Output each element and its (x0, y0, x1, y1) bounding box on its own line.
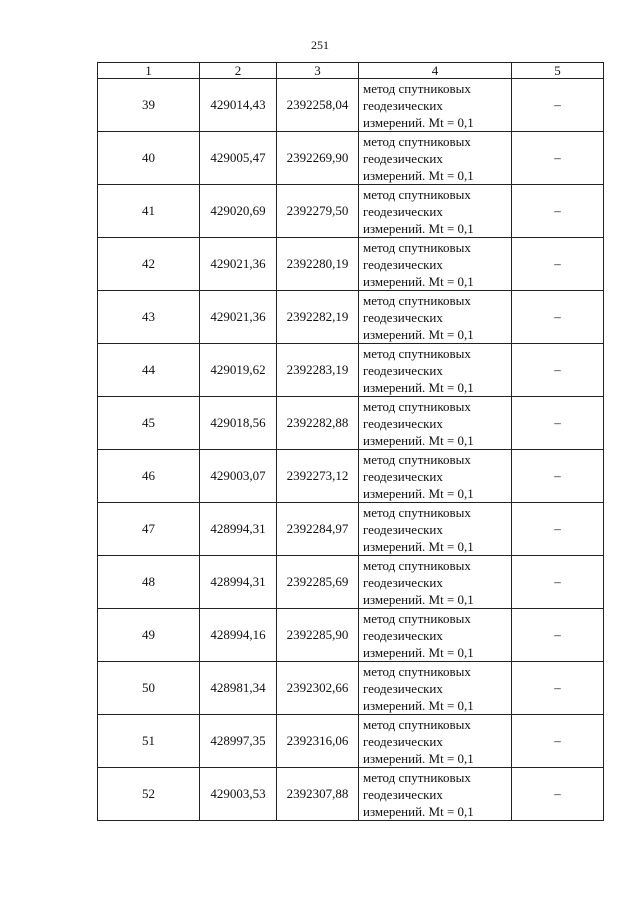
y-coordinate-cell: 2392258,04 (277, 79, 359, 132)
x-coordinate-cell: 428997,35 (200, 715, 277, 768)
x-coordinate-cell: 429020,69 (200, 185, 277, 238)
point-number-cell: 51 (98, 715, 200, 768)
point-number-cell: 47 (98, 503, 200, 556)
method-line: геодезических (363, 150, 443, 166)
method-line: метод спутниковых (363, 133, 471, 149)
x-coordinate-cell: 429019,62 (200, 344, 277, 397)
y-coordinate-cell: 2392285,69 (277, 556, 359, 609)
method-line: измерений. Mt = 0,1 (363, 167, 474, 183)
table-row (98, 238, 604, 291)
method-line: геодезических (363, 627, 443, 643)
table-row (98, 503, 604, 556)
table-row (98, 185, 604, 238)
method-cell (359, 238, 512, 291)
note-cell: – (512, 185, 604, 238)
method-cell (359, 503, 512, 556)
table-row (98, 609, 604, 662)
method-cell (359, 344, 512, 397)
method-line: измерений. Mt = 0,1 (363, 273, 474, 289)
method-line: геодезических (363, 733, 443, 749)
note-cell: – (512, 79, 604, 132)
header-row (98, 63, 604, 79)
point-number-cell: 43 (98, 291, 200, 344)
point-number-cell: 50 (98, 662, 200, 715)
point-number-cell: 41 (98, 185, 200, 238)
method-cell (359, 556, 512, 609)
method-line: измерений. Mt = 0,1 (363, 114, 474, 130)
method-cell (359, 768, 512, 821)
method-line: геодезических (363, 521, 443, 537)
method-line: геодезических (363, 680, 443, 696)
method-line: геодезических (363, 97, 443, 113)
method-cell (359, 609, 512, 662)
header-col-5: 5 (512, 63, 604, 79)
method-line: метод спутниковых (363, 80, 471, 96)
table-row (98, 79, 604, 132)
method-line: измерений. Mt = 0,1 (363, 379, 474, 395)
table-row (98, 715, 604, 768)
x-coordinate-cell: 429018,56 (200, 397, 277, 450)
method-line: метод спутниковых (363, 398, 471, 414)
method-line: метод спутниковых (363, 239, 471, 255)
header-col-1: 1 (98, 63, 200, 79)
method-line: метод спутниковых (363, 663, 471, 679)
method-line: метод спутниковых (363, 769, 471, 785)
table-row (98, 397, 604, 450)
method-cell (359, 79, 512, 132)
table-row (98, 768, 604, 821)
header-col-2: 2 (200, 63, 277, 79)
method-line: метод спутниковых (363, 451, 471, 467)
x-coordinate-cell: 429021,36 (200, 291, 277, 344)
note-cell: – (512, 609, 604, 662)
x-coordinate-cell: 429005,47 (200, 132, 277, 185)
y-coordinate-cell: 2392280,19 (277, 238, 359, 291)
method-cell (359, 132, 512, 185)
note-cell: – (512, 768, 604, 821)
x-coordinate-cell: 429014,43 (200, 79, 277, 132)
method-cell (359, 662, 512, 715)
y-coordinate-cell: 2392269,90 (277, 132, 359, 185)
method-line: геодезических (363, 415, 443, 431)
method-line: измерений. Mt = 0,1 (363, 750, 474, 766)
x-coordinate-cell: 428994,16 (200, 609, 277, 662)
point-number-cell: 44 (98, 344, 200, 397)
y-coordinate-cell: 2392307,88 (277, 768, 359, 821)
point-number-cell: 49 (98, 609, 200, 662)
method-cell (359, 397, 512, 450)
note-cell: – (512, 291, 604, 344)
table-row (98, 132, 604, 185)
note-cell: – (512, 238, 604, 291)
method-line: измерений. Mt = 0,1 (363, 697, 474, 713)
point-number-cell: 45 (98, 397, 200, 450)
y-coordinate-cell: 2392273,12 (277, 450, 359, 503)
note-cell: – (512, 450, 604, 503)
note-cell: – (512, 132, 604, 185)
method-line: геодезических (363, 574, 443, 590)
method-cell (359, 291, 512, 344)
note-cell: – (512, 556, 604, 609)
y-coordinate-cell: 2392284,97 (277, 503, 359, 556)
point-number-cell: 48 (98, 556, 200, 609)
method-line: геодезических (363, 362, 443, 378)
method-cell (359, 450, 512, 503)
note-cell: – (512, 662, 604, 715)
point-number-cell: 42 (98, 238, 200, 291)
y-coordinate-cell: 2392285,90 (277, 609, 359, 662)
table-row (98, 291, 604, 344)
note-cell: – (512, 397, 604, 450)
table-header (98, 63, 604, 79)
y-coordinate-cell: 2392316,06 (277, 715, 359, 768)
y-coordinate-cell: 2392279,50 (277, 185, 359, 238)
method-line: измерений. Mt = 0,1 (363, 591, 474, 607)
method-line: измерений. Mt = 0,1 (363, 326, 474, 342)
method-line: измерений. Mt = 0,1 (363, 432, 474, 448)
y-coordinate-cell: 2392283,19 (277, 344, 359, 397)
x-coordinate-cell: 428981,34 (200, 662, 277, 715)
method-line: геодезических (363, 309, 443, 325)
method-line: метод спутниковых (363, 716, 471, 732)
note-cell: – (512, 715, 604, 768)
point-number-cell: 40 (98, 132, 200, 185)
table-row (98, 450, 604, 503)
x-coordinate-cell: 428994,31 (200, 556, 277, 609)
y-coordinate-cell: 2392282,88 (277, 397, 359, 450)
method-line: измерений. Mt = 0,1 (363, 538, 474, 554)
point-number-cell: 46 (98, 450, 200, 503)
coordinates-table (97, 62, 604, 821)
page-number: 251 (311, 38, 329, 52)
method-line: метод спутниковых (363, 292, 471, 308)
y-coordinate-cell: 2392282,19 (277, 291, 359, 344)
point-number-cell: 39 (98, 79, 200, 132)
method-line: метод спутниковых (363, 186, 471, 202)
header-col-4: 4 (359, 63, 512, 79)
method-line: метод спутниковых (363, 557, 471, 573)
method-line: метод спутниковых (363, 345, 471, 361)
method-line: геодезических (363, 256, 443, 272)
table-body (98, 79, 604, 821)
table-row (98, 556, 604, 609)
y-coordinate-cell: 2392302,66 (277, 662, 359, 715)
x-coordinate-cell: 429021,36 (200, 238, 277, 291)
method-line: геодезических (363, 203, 443, 219)
method-line: измерений. Mt = 0,1 (363, 485, 474, 501)
method-line: метод спутниковых (363, 610, 471, 626)
note-cell: – (512, 344, 604, 397)
note-cell: – (512, 503, 604, 556)
method-line: метод спутниковых (363, 504, 471, 520)
method-line: измерений. Mt = 0,1 (363, 644, 474, 660)
point-number-cell: 52 (98, 768, 200, 821)
method-cell (359, 185, 512, 238)
method-line: геодезических (363, 468, 443, 484)
header-col-3: 3 (277, 63, 359, 79)
table-row (98, 344, 604, 397)
method-cell (359, 715, 512, 768)
method-line: геодезических (363, 786, 443, 802)
table-row (98, 662, 604, 715)
method-line: измерений. Mt = 0,1 (363, 803, 474, 819)
x-coordinate-cell: 429003,07 (200, 450, 277, 503)
method-line: измерений. Mt = 0,1 (363, 220, 474, 236)
x-coordinate-cell: 428994,31 (200, 503, 277, 556)
x-coordinate-cell: 429003,53 (200, 768, 277, 821)
